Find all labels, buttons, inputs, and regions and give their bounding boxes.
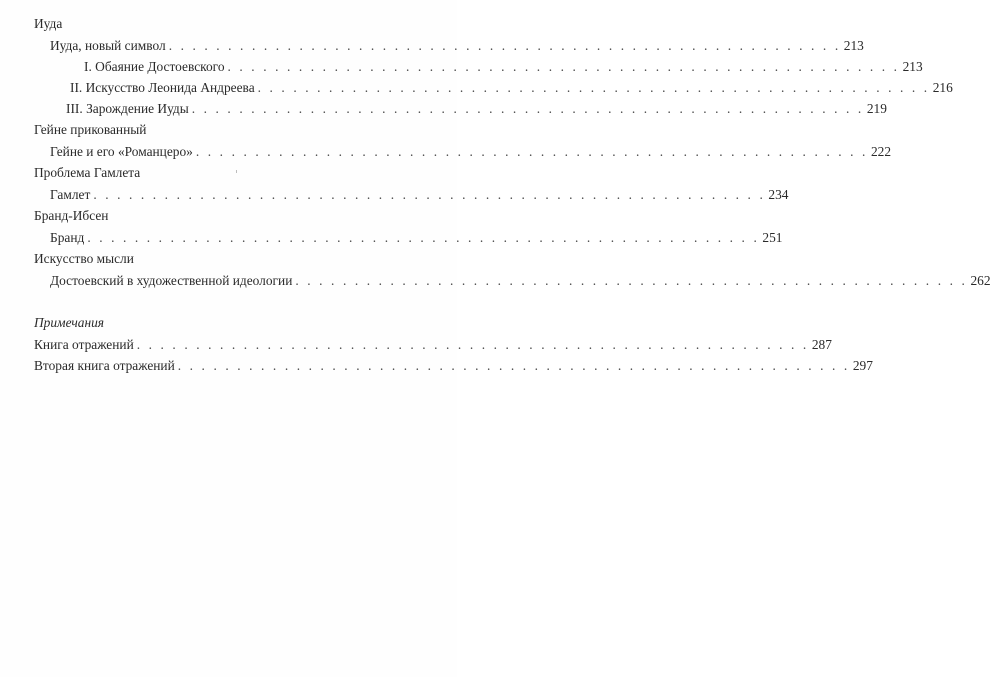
toc-entry	[50, 185, 789, 205]
toc-entry	[50, 36, 864, 56]
toc-entry-page: 213	[902, 59, 923, 74]
leader-dots: . . . . . . . . . . . . . . . . . . . . . . . . . . . . . . . . . . . . . . . . . . . . . . . . . . . . . . . . .	[191, 101, 864, 116]
toc-entry-page: 222	[870, 144, 892, 159]
toc-entry	[34, 356, 873, 376]
leader-dots: . . . . . . . . . . . . . . . . . . . . . . . . . . . . . . . . . . . . . . . . . . . . . . . . . . . . . . . . .	[257, 80, 930, 95]
leader-dots: . . . . . . . . . . . . . . . . . . . . . . . . . . . . . . . . . . . . . . . . . . . . . . . . . . . . . . . . .	[295, 273, 968, 288]
toc-entry-title: Книга отражений	[34, 337, 134, 352]
toc-entry	[84, 57, 923, 77]
toc-entry	[50, 228, 783, 248]
leader-dots: . . . . . . . . . . . . . . . . . . . . . . . . . . . . . . . . . . . . . . . . . . . . . . . . . . . . . . . . .	[87, 230, 760, 245]
toc-entry-title: Гамлет	[50, 187, 91, 202]
section-heading-hamlet: Проблема Гамлета	[34, 165, 141, 180]
toc-entry-title: Достоевский в художественной идеологии	[50, 273, 293, 288]
leader-dots: . . . . . . . . . . . . . . . . . . . . . . . . . . . . . . . . . . . . . . . . . . . . . . . . . . . . . . . . .	[195, 144, 868, 159]
toc-entry	[66, 99, 887, 119]
leader-dots: . . . . . . . . . . . . . . . . . . . . . . . . . . . . . . . . . . . . . . . . . . . . . . . . . . . . . . . . .	[177, 358, 850, 373]
toc-entry-title: II. Искусство Леонида Андреева	[70, 80, 255, 95]
section-heading-brand: Бранд-Ибсен	[34, 208, 109, 223]
notes-heading: Примечания	[34, 315, 105, 330]
toc-entry-page: 216	[932, 80, 953, 95]
toc-entry-title: Гейне и его «Романцеро»	[50, 144, 193, 159]
section-heading-art-of-thought: Искусство мысли	[34, 251, 134, 266]
leader-dots: . . . . . . . . . . . . . . . . . . . . . . . . . . . . . . . . . . . . . . . . . . . . . . . . . . . . . . . . .	[227, 59, 900, 74]
toc-entry-title: Вторая книга отражений	[34, 358, 175, 373]
toc-entry	[70, 78, 953, 98]
toc-entry-page: 251	[762, 230, 783, 245]
toc-entry-title: I. Обаяние Достоевского	[84, 59, 225, 74]
toc-entry-page: 219	[866, 101, 887, 116]
leader-dots: . . . . . . . . . . . . . . . . . . . . . . . . . . . . . . . . . . . . . . . . . . . . . . . . . . . . . . . . .	[168, 38, 841, 53]
toc-entry-page: 213	[843, 38, 864, 53]
section-heading-heine: Гейне прикованный	[34, 122, 147, 137]
toc-entry-title: Иуда, новый символ	[50, 38, 166, 53]
toc-entry-title: III. Зарождение Иуды	[66, 101, 189, 116]
section-heading-iuda: Иуда	[34, 16, 63, 31]
leader-dots: . . . . . . . . . . . . . . . . . . . . . . . . . . . . . . . . . . . . . . . . . . . . . . . . . . . . . . . . .	[93, 187, 766, 202]
toc-entry-page: 262	[970, 273, 991, 288]
toc-entry	[50, 271, 991, 291]
toc-entry-page: 297	[852, 358, 873, 373]
toc-entry	[34, 335, 832, 355]
scan-speck	[236, 170, 237, 173]
toc-entry-page: 234	[768, 187, 789, 202]
toc-entry-title: Бранд	[50, 230, 85, 245]
leader-dots: . . . . . . . . . . . . . . . . . . . . . . . . . . . . . . . . . . . . . . . . . . . . . . . . . . . . . . . . .	[136, 337, 809, 352]
toc-entry-page: 287	[811, 337, 832, 352]
toc-entry	[50, 142, 892, 162]
